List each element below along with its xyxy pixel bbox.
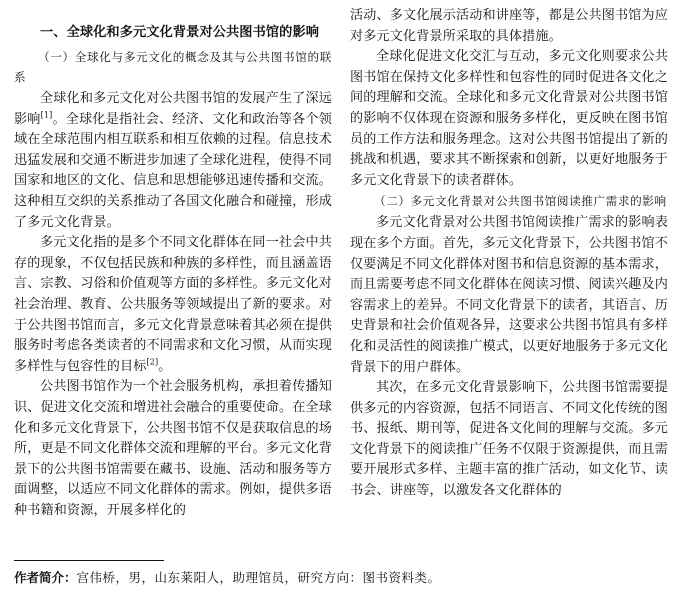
subsection-title-1: （一）全球化与多元文化的概念及其与公共图书馆的联系 — [14, 50, 332, 84]
left-column — [14, 14, 332, 521]
paragraph: 其次，在多元文化背景影响下，公共图书馆需要提供多元的内容资源，包括不同语言、不同文化传统的图书、报纸、期刊等，促进各文化间的理解与交流。多元文化背景下的阅读推广任务不仅限于资源提供，而且需要开展形式多样、主题丰富的推广活动，如文化节、读书会、讲座等，以激发各文化群体的 — [350, 380, 668, 499]
paragraph — [14, 233, 332, 377]
right-column — [350, 6, 668, 502]
author-footnote — [14, 568, 674, 588]
subsection-title-2: （二）多元文化背景对公共图书馆阅读推广需求的影响 — [374, 194, 667, 209]
paragraph — [14, 89, 332, 233]
paragraph: 公共图书馆作为一个社会服务机构，承担着传播知识、促进文化交流和增进社会融合的重要使命。在全球化和多元文化背景下，公共图书馆不仅是获取信息的场所，更是不同文化群体交流和理解的平台。多元文化背景下的公共图书馆需要在藏书、设施、活动和服务等方面调整，以适应不同文化群体的需求。例如，提供多语种书籍和资源，开展多样化的 — [14, 379, 332, 518]
paragraph: 全球化促进文化交汇与互动，多元文化则要求公共图书馆在保持文化多样性和包容性的同时促进各文化之间的理解和交流。全球化和多元文化背景对公共图书馆的影响不仅体现在资源和服务多样化，更反映在图书馆员的工作方法和服务理念。这对公共图书馆提出了新的挑战和机遇，要求其不断探索和创新，以更好地服务于多元文化背景下的读者群体。 — [350, 49, 668, 188]
paragraph-text: 多元文化指的是多个不同文化群体在同一社会中共存的现象，不仅包括民族和种族的多样性，而且涵盖语言、宗教、习俗和价值观等方面的多样性。多元文化对社会治理、教育、公共服务等领域提出了新的要求。对于公共图书馆而言，多元文化背景意味着其必须在提供服务时考虑各类读者的不同需求和文化习惯，从而实现多样性与包容性的目标 — [14, 235, 332, 374]
paragraph-text: 全球化和多元文化对公共图书馆的发展产生了深远影响 — [14, 91, 332, 127]
paragraph-text: 。 — [158, 358, 172, 374]
footnote-divider — [14, 560, 164, 561]
footnote-text: 宫伟桥，男，山东莱阳人，助理馆员，研究方向：图书资料类。 — [76, 570, 441, 585]
citation-ref: [1] — [40, 110, 53, 120]
citation-ref: [2] — [146, 357, 159, 367]
paragraph-continued: 活动、多文化展示活动和讲座等，都是公共图书馆为应对多元文化背景所采取的具体措施。 — [350, 8, 668, 44]
paragraph-text: 。全球化是指社会、经济、文化和政治等各个领域在全球范围内相互联系和相互依赖的过程。信息技术迅猛发展和交通不断进步加速了全球化进程，使得不同国家和地区的文化、信息和思想能够迅速传播和交流。这种相互交织的关系推动了各国文化融合和碰撞，形成了多元文化背景。 — [14, 111, 332, 230]
paragraph: 多元文化背景对公共图书馆阅读推广需求的影响表现在多个方面。首先，多元文化背景下，公共图书馆不仅要满足不同文化群体对图书和信息资源的基本需求，而且需要考虑不同文化群体在阅读习惯、阅读兴趣及内容需求上的差异。不同文化背景下的读者，其语言、历史背景和社会价值观各异，这要求公共图书馆具有多样化和灵活性的阅读推广模式，以更好地服务于多元文化背景下的用户群体。 — [350, 215, 668, 375]
section-title: 一、全球化和多元文化背景对公共图书馆的影响 — [40, 25, 320, 40]
footnote-label: 作者简介： — [14, 570, 77, 585]
